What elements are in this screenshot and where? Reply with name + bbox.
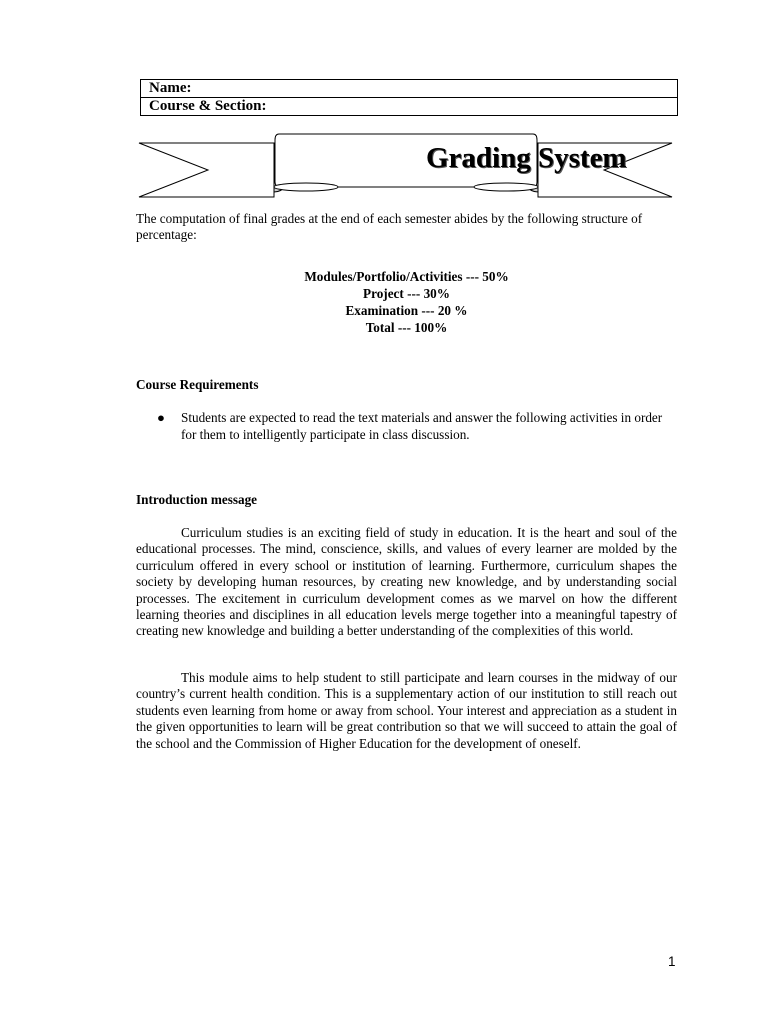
introduction-paragraph-1: Curriculum studies is an exciting field of study in education. It is the heart and soul of the educational processes. The mind, conscience, skills, and values of every learner are molded by the curriculum offered in every school or institution of learning. Furthermore, curriculum shapes the society by developing human resources, by creating new knowledge, and by understanding social processes. The excitement in curriculum development comes as we marvel on how the different learning theories and disciplines in all education levels merge together into a meaningful tapestry of creating new knowledge and building a better understanding of the complexities of this world. <box>136 525 677 639</box>
student-info-box <box>140 79 678 116</box>
grade-item-project: Project --- 30% <box>363 286 450 301</box>
banner-title: Grading System <box>426 142 627 174</box>
name-label: Name: <box>149 80 192 96</box>
course-section-field <box>141 97 677 115</box>
grade-item-modules: Modules/Portfolio/Activities --- 50% <box>304 269 509 284</box>
introduction-message-heading: Introduction message <box>136 492 258 507</box>
grading-breakdown <box>136 268 677 336</box>
list-item <box>136 409 677 443</box>
intro-paragraph: The computation of final grades at the end of each semester abides by the following structure of percentage: <box>136 211 643 243</box>
course-section-label: Course & Section: <box>149 98 267 114</box>
bullet-icon: ● <box>157 410 165 425</box>
requirement-text: Students are expected to read the text materials and answer the following activities in order for them to intelligently participate in class discussion. <box>181 410 663 442</box>
course-requirements-heading: Course Requirements <box>136 377 259 392</box>
grade-item-examination: Examination --- 20 % <box>345 303 468 318</box>
introduction-paragraph-2: This module aims to help student to still participate and learn courses in the midway of our country’s current health condition. This is a supplementary action of our institution to still reach out students even learning from home or away from school. Your interest and appreciation as a student in the given opportunities to learn will be great contribution so that we will succeed to attain the goal of the school and the Commission of Higher Education for the development of oneself. <box>136 670 677 751</box>
title-banner <box>136 130 676 200</box>
name-field <box>141 80 677 97</box>
course-requirements-list <box>136 409 677 443</box>
grade-item-total: Total --- 100% <box>365 320 448 335</box>
page-number: 1 <box>668 954 676 969</box>
